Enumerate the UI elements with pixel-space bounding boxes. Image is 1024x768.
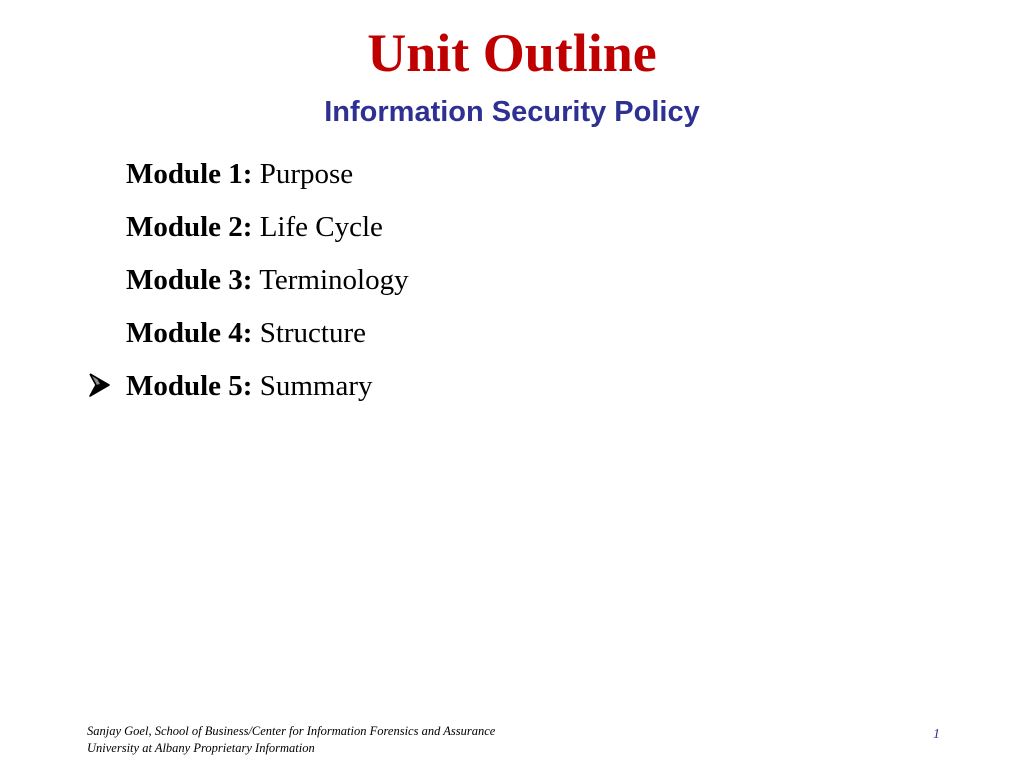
module-text <box>126 150 353 198</box>
slide-title: Unit Outline <box>367 23 657 83</box>
arrowhead-bullet-icon <box>86 362 116 410</box>
module-name: Purpose <box>259 158 354 190</box>
module-name: Terminology <box>259 264 409 296</box>
module-text <box>126 203 383 251</box>
slide-footer <box>87 723 495 757</box>
module-item-4 <box>0 309 1024 362</box>
module-label: Module 3: <box>126 264 253 296</box>
module-label: Module 5: <box>126 370 253 402</box>
module-text <box>126 256 409 304</box>
module-item-2 <box>0 203 1024 256</box>
module-item-3 <box>0 256 1024 309</box>
module-name: Structure <box>259 317 367 349</box>
footer-proprietary-line: University at Albany Proprietary Information <box>87 741 315 755</box>
module-text <box>126 309 366 357</box>
module-text <box>126 362 373 410</box>
module-item-5 <box>0 362 1024 415</box>
slide-subtitle: Information Security Policy <box>324 96 700 128</box>
module-label: Module 4: <box>126 317 253 349</box>
module-outline-list <box>0 150 1024 415</box>
footer-author-line: Sanjay Goel, School of Business/Center for Information Forensics and Assurance <box>87 724 496 738</box>
module-label: Module 2: <box>126 211 253 243</box>
module-item-1 <box>0 150 1024 203</box>
module-label: Module 1: <box>126 158 253 190</box>
page-number: 1 <box>933 727 940 742</box>
module-name: Life Cycle <box>259 211 383 243</box>
module-name: Summary <box>259 370 373 402</box>
